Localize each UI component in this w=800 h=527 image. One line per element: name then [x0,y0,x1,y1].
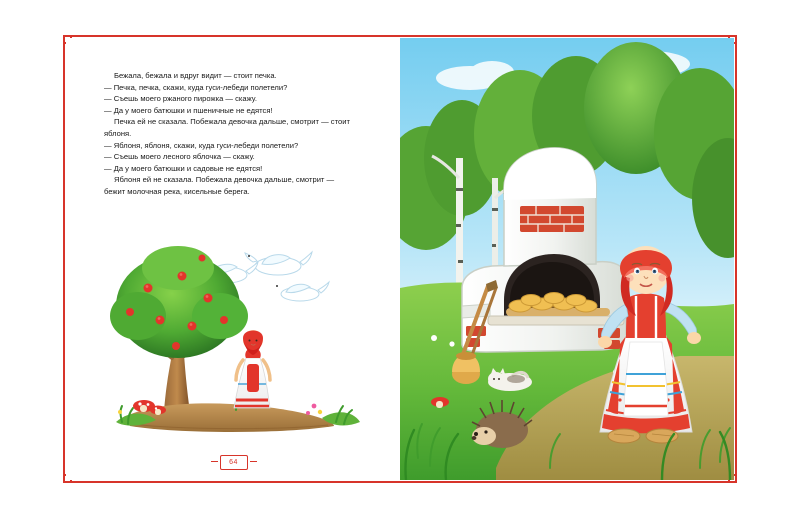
apple-tree-and-geese-illustration [86,216,386,446]
page-number: 64 [220,455,248,470]
story-paragraph: — Съешь моего лесного яблочка — скажу. [104,152,255,162]
story-paragraph: — Съешь моего ржаного пирожка — скажу. [104,94,257,104]
story-paragraph: — Да у моего батюшки и пшеничные не едятся! [104,105,273,115]
story-paragraph: Печка ей не сказала. Побежала девочка дальше, смотрит — стоит яблоня. [104,117,350,138]
story-paragraph: — Яблоня, яблоня, скажи, куда гуси-лебеди полетели? [104,140,299,150]
story-paragraph: Яблоня ей не сказала. Побежала девочка дальше, смотрит — бежит молочная река, кисельные берега. [104,175,335,196]
girl-at-stove-illustration [400,38,734,480]
chimney-bricks [520,206,584,232]
story-paragraph: — Да у моего батюшки и садовые не едятся! [104,163,263,173]
story-text-block [104,70,354,198]
story-paragraph: Бежала, бежала и вдруг видит — стоит печка. [114,71,277,80]
story-paragraph: — Печка, печка, скажи, куда гуси-лебеди полетели? [104,82,288,92]
right-page [400,38,734,480]
left-page [66,38,401,480]
girl-figure [234,330,270,408]
